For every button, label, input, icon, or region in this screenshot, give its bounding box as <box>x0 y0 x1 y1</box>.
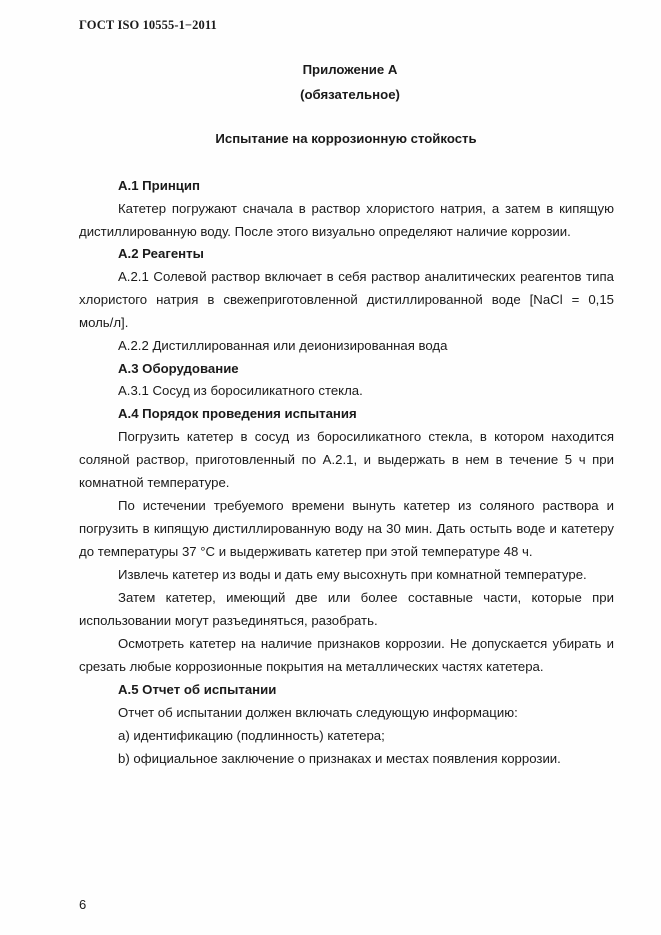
paragraph-line: использовании могут разъединяться, разобрать. <box>79 613 378 628</box>
section-heading-a2: А.2 Реагенты <box>118 246 204 261</box>
paragraph-line: моль/л]. <box>79 315 129 330</box>
annex-status: (обязательное) <box>300 87 400 102</box>
paragraph-line: до температуры 37 °С и выдерживать катетер при этой температуре 48 ч. <box>79 544 533 559</box>
paragraph-line: А.2.1 Солевой раствор включает в себя раствор аналитических реагентов типа <box>118 269 614 284</box>
paragraph-line: Осмотреть катетер на наличие признаков коррозии. Не допускается убирать и <box>118 636 614 651</box>
page-number: 6 <box>79 897 87 912</box>
paragraph-line: Погрузить катетер в сосуд из боросиликатного стекла, в котором находится <box>118 429 614 444</box>
paragraph-line: хлористого натрия в свежеприготовленной дистиллированной воде [NaCl = 0,15 <box>79 292 614 307</box>
paragraph-line: Катетер погружают сначала в раствор хлористого натрия, а затем в кипящую <box>118 201 614 216</box>
paragraph-line: срезать любые коррозионные покрытия на металлических частях катетера. <box>79 659 544 674</box>
paragraph-line: дистиллированную воду. После этого визуально определяют наличие коррозии. <box>79 224 571 239</box>
annex-subject: Испытание на коррозионную стойкость <box>215 131 477 146</box>
paragraph-line: Затем катетер, имеющий две или более составные части, которые при <box>118 590 614 605</box>
paragraph-line: погрузить в кипящую дистиллированную воду на 30 мин. Дать остыть воде и катетеру <box>79 521 614 536</box>
paragraph-line: комнатной температуре. <box>79 475 230 490</box>
paragraph-line: По истечении требуемого времени вынуть катетер из соляного раствора и <box>118 498 614 513</box>
section-heading-a1: А.1 Принцип <box>118 178 200 193</box>
paragraph-line: А.3.1 Сосуд из боросиликатного стекла. <box>118 383 363 398</box>
paragraph-line: Отчет об испытании должен включать следующую информацию: <box>118 705 518 720</box>
standard-header: ГОСТ ISO 10555-1−2011 <box>79 18 217 32</box>
paragraph-line: соляной раствор, приготовленный по А.2.1, и выдержать в нем в течение 5 ч при <box>79 452 614 467</box>
list-item: b) официальное заключение о признаках и местах появления коррозии. <box>118 751 561 766</box>
section-heading-a4: А.4 Порядок проведения испытания <box>118 406 357 421</box>
section-heading-a5: А.5 Отчет об испытании <box>118 682 277 697</box>
section-heading-a3: А.3 Оборудование <box>118 361 239 376</box>
annex-title: Приложение А <box>302 62 398 77</box>
paragraph-line: А.2.2 Дистиллированная или деионизированная вода <box>118 338 448 353</box>
list-item: а) идентификацию (подлинность) катетера; <box>118 728 385 743</box>
paragraph-line: Извлечь катетер из воды и дать ему высохнуть при комнатной температуре. <box>118 567 587 582</box>
